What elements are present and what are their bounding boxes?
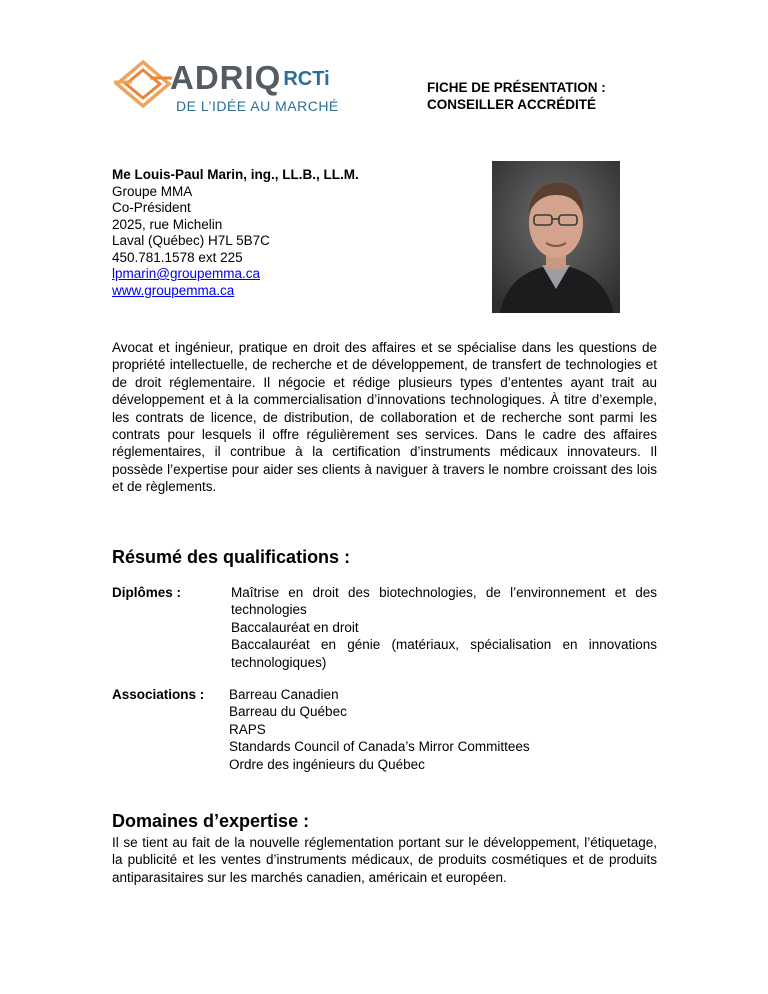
diplomes-label: Diplômes : [112, 585, 182, 600]
website-link[interactable]: www.groupemma.ca [112, 282, 235, 298]
contact-block [112, 167, 359, 299]
list-item: Standards Council of Canada’s Mirror Committees [229, 739, 530, 755]
contact-city: Laval (Québec) H7L 5B7C [112, 233, 270, 248]
domaines-paragraph: Il se tient au fait de la nouvelle réglementation portant sur le développement, l’étiquetage, la publicité et les ventes d’instruments médicaux, de produits cosmétiques et de produits antiparasitaires sur les marchés canadien, américain et européen. [112, 835, 657, 885]
diamond-logo-icon [112, 58, 174, 114]
list-item: Barreau du Québec [229, 704, 347, 720]
contact-street: 2025, rue Michelin [112, 216, 223, 232]
contact-name: Me Louis-Paul Marin, ing., LL.B., LL.M. [112, 167, 359, 182]
list-item: Baccalauréat en génie (matériaux, spécialisation en innovations technologiques) [231, 637, 657, 670]
contact-company: Groupe MMA [112, 183, 193, 199]
title-line-1: FICHE DE PRÉSENTATION : [427, 80, 606, 95]
qualifications-heading: Résumé des qualifications : [112, 547, 351, 567]
contact-phone: 450.781.1578 ext 225 [112, 249, 243, 265]
email-link[interactable]: lpmarin@groupemma.ca [112, 266, 261, 281]
list-item: Baccalauréat en droit [231, 619, 359, 635]
portrait-photo [492, 161, 620, 313]
domaines-heading: Domaines d’expertise : [112, 811, 310, 831]
associations-label: Associations : [112, 687, 205, 702]
logo-tagline: DE L’IDÉE AU MARCHÉ [176, 98, 339, 114]
list-item: Maîtrise en droit des biotechnologies, de l’environnement et des technologies [231, 585, 657, 618]
bio-paragraph: Avocat et ingénieur, pratique en droit des affaires et se spécialise dans les questions de propriété intellectuelle, de recherche et de développement, de transfert de technologies et de droit réglementaire. Il négocie et rédige plusieurs types d’ententes ayant trait au développement et à la commercialisation d’innovations technologiques. À titre d’exemple, les contrats de licence, de distribution, de collaboration et de recherche sont parmi les contrats pour lesquels il offre régulièrement ses services. Dans le cadre des affaires réglementaires, il contribue à la certification d’instruments médicaux innovateurs. Il possède l’expertise pour aider ses clients à naviguer à travers le nombre croissant des lois et de règlements. [112, 340, 657, 495]
title-line-2: CONSEILLER ACCRÉDITÉ [427, 97, 597, 112]
list-item: Barreau Canadien [229, 687, 339, 702]
page-title [427, 79, 606, 113]
contact-role: Co-Président [112, 200, 191, 215]
adriq-logo [112, 56, 337, 118]
list-item: Ordre des ingénieurs du Québec [229, 756, 425, 772]
list-item: RAPS [229, 721, 266, 737]
associations-list [229, 686, 530, 773]
logo-rcti: RCTi [283, 68, 330, 91]
diplomes-list [231, 584, 657, 671]
logo-text: ADRIQ [170, 59, 282, 96]
